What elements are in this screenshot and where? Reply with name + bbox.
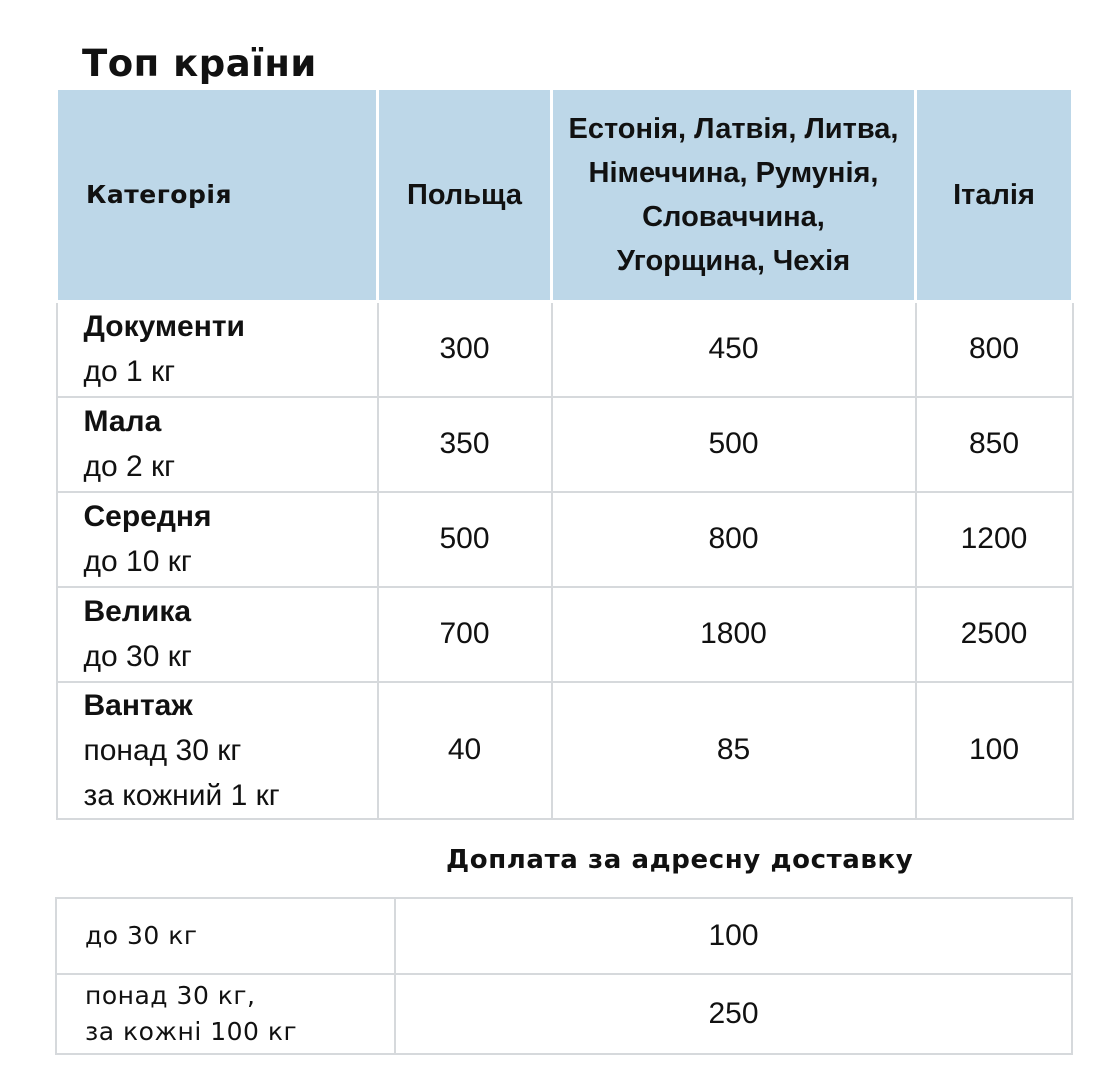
category-cell	[57, 397, 378, 492]
category-cell	[57, 587, 378, 682]
category-note: за кожний 1 кг	[83, 778, 280, 812]
price-cell: 85	[552, 682, 916, 819]
rates-table	[55, 87, 1074, 820]
price-cell: 100	[916, 682, 1073, 819]
price-cell: 2500	[916, 587, 1073, 682]
price-cell: 1800	[552, 587, 916, 682]
surcharge-label	[56, 898, 395, 974]
table-row	[57, 492, 1073, 587]
header-country-group-line: Німеччина, Румунія,	[588, 157, 879, 189]
table-row	[57, 397, 1073, 492]
price-cell: 850	[916, 397, 1073, 492]
category-name: Мала	[83, 405, 162, 438]
surcharge-value: 100	[395, 898, 1072, 974]
page-title: Топ країни	[82, 42, 317, 85]
price-cell: 40	[378, 682, 552, 819]
surcharge-label	[56, 974, 395, 1054]
category-weight: до 10 кг	[83, 545, 192, 578]
price-cell: 300	[378, 302, 552, 397]
category-weight: понад 30 кг	[83, 733, 242, 767]
price-cell: 350	[378, 397, 552, 492]
category-name: Велика	[83, 595, 192, 628]
table-header-row	[57, 89, 1073, 302]
category-cell	[57, 682, 378, 819]
price-cell: 500	[378, 492, 552, 587]
table-row	[57, 302, 1073, 397]
price-cell: 800	[916, 302, 1073, 397]
table-row	[57, 587, 1073, 682]
price-cell: 1200	[916, 492, 1073, 587]
header-country-group	[552, 89, 916, 302]
table-row	[56, 898, 1072, 974]
price-cell: 450	[552, 302, 916, 397]
category-cell	[57, 492, 378, 587]
price-cell: 800	[552, 492, 916, 587]
table-row	[57, 682, 1073, 819]
price-cell: 500	[552, 397, 916, 492]
table-row	[56, 974, 1072, 1054]
surcharge-title: Доплата за адресну доставку	[446, 845, 914, 875]
header-country-group-line: Естонія, Латвія, Литва,	[568, 113, 899, 145]
category-name: Вантаж	[83, 688, 193, 722]
header-italy: Італія	[916, 89, 1073, 302]
category-name: Середня	[83, 500, 212, 533]
header-poland: Польща	[378, 89, 552, 302]
price-cell: 700	[378, 587, 552, 682]
header-country-group-line: Словаччина,	[642, 201, 825, 233]
category-weight: до 1 кг	[83, 355, 176, 389]
header-category: Категорія	[57, 89, 378, 302]
surcharge-label-line: понад 30 кг,	[85, 981, 256, 1010]
category-weight: до 2 кг	[83, 450, 176, 483]
header-country-group-line: Угорщина, Чехія	[616, 245, 851, 277]
surcharge-label-line: до 30 кг	[85, 921, 198, 950]
category-name: Документи	[83, 310, 245, 344]
category-weight: до 30 кг	[83, 640, 192, 673]
surcharge-table	[55, 897, 1073, 1055]
surcharge-value: 250	[395, 974, 1072, 1054]
category-cell	[57, 302, 378, 397]
surcharge-label-line: за кожні 100 кг	[85, 1017, 298, 1046]
